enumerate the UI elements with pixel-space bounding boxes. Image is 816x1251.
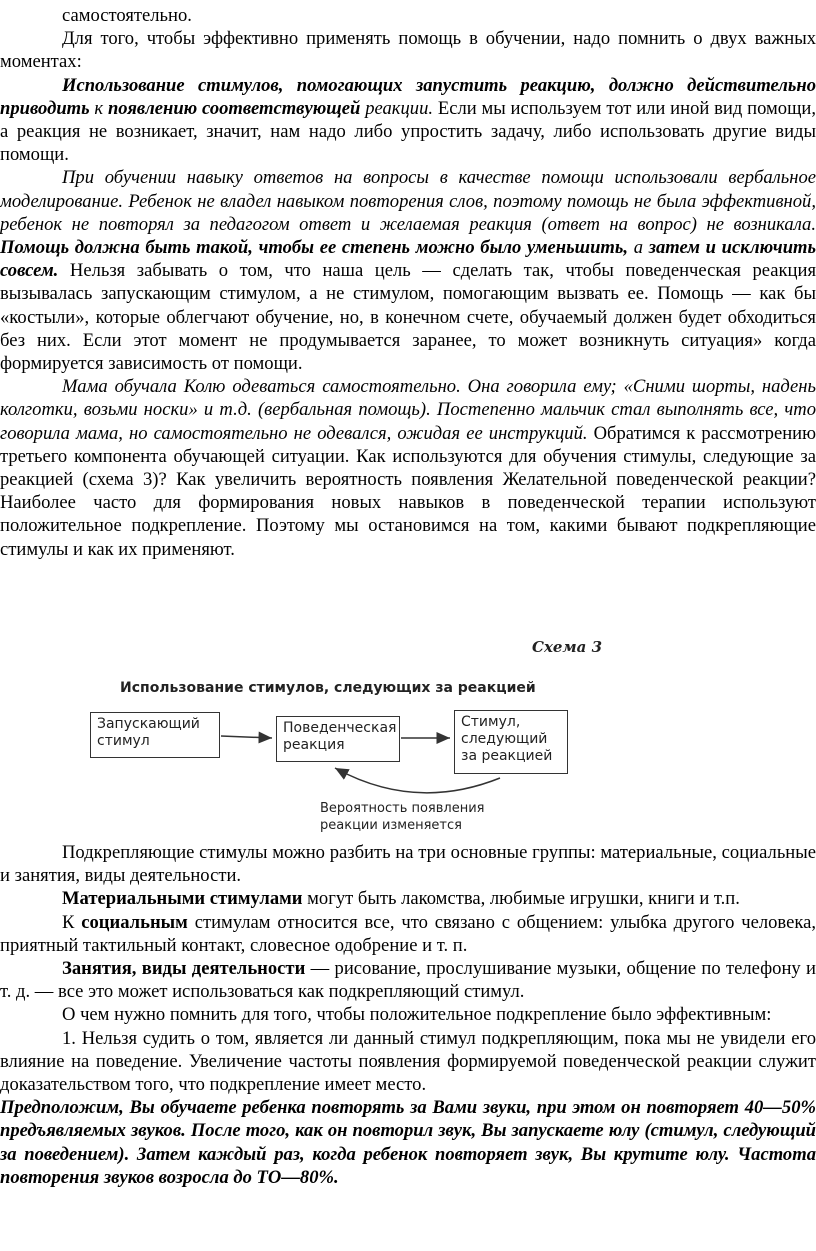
term: Материальными стимулами [62, 888, 303, 910]
paragraph-6: Материальными стимулами могут быть лакомства, любимые игрушки, книги и т.п. [62, 888, 740, 910]
arrow-1 [221, 736, 272, 738]
paragraph-9: О чем нужно помнить для того, чтобы положительное подкрепление было эффективным: [62, 1004, 772, 1026]
scheme-3-diagram [80, 632, 620, 842]
emphasis: появлению соответствующей [107, 97, 361, 119]
text-block-bottom [0, 841, 816, 1189]
box-behavioral-response: Поведенческая реакция [276, 716, 400, 762]
paragraph-4: Мама обучала Колю одеваться самостоятельно. Она говорила ему; «Сними шорты, надень колготки, возьми носки» и т.д. (вербальная помощь). Постепенно мальчик стал выполнять все, что говорила мама, но самостоятельно не одевался, ожидая ее инструкций. Обратимся к рассмотрению третьего компонента обучающей ситуации. Как используются для обучения стимулы, следующие за реакцией (схема 3)? Как увеличить вероятность появления Желательной поведенческой реакции? Наиболее часто для формирования новых навыков в поведенческой терапии используют положительное подкрепление. Поэтому мы остановимся на том, какими бывают подкрепляющие стимулы и как их применяют. [0, 376, 816, 560]
box-following-stimulus: Стимул, следующий за реакцией [454, 710, 568, 774]
paragraph-0: самостоятельно. [62, 5, 192, 26]
paragraph-2: Использование стимулов, помогающих запустить реакцию, должно действительно приводить к появлению соответствующей реакции. Если мы используем тот или иной вид помощи, а реакция не возникает, значит, нам надо либо упростить задачу, либо использовать другие виды помощи. [0, 74, 816, 166]
paragraph-example [0, 1096, 816, 1189]
emphasis: Помощь должна быть такой, чтобы ее степень можно было уменьшить, [0, 237, 629, 259]
box-trigger-stimulus: Запускающий стимул [90, 712, 220, 758]
example-text: При обучении навыку ответов на вопросы в качестве помощи использовали вербальное моделирование. Ребенок не владел навыком повторения слов, поэтому помощь не была эффективной, ребенок не повторял за педагогом ответ и желаемая реакция (ответ на вопрос) не возникала. [0, 167, 816, 235]
text-block-top [0, 4, 816, 561]
paragraph-5: Подкрепляющие стимулы можно разбить на три основные группы: материальные, социальные и занятия, виды деятельности. [0, 842, 816, 887]
term: Занятия, виды деятельности [62, 958, 306, 980]
example-text: Предположим, Вы обучаете ребенка повторять за Вами звуки, при этом он повторяет 40—50% предъявляемых звуков. После того, как он повторил звук, Вы запускаете юлу (стимул, следующий за поведением). Затем каждый раз, когда ребенок повторяет звук, Вы крутите юлу. Частота повторения звуков возросла до ТО—80%. [0, 1097, 816, 1188]
scheme-label: Схема 3 [532, 638, 603, 656]
term: социальным [81, 911, 188, 933]
paragraph-1: Для того, чтобы эффективно применять помощь в обучении, надо помнить о двух важных моментах: [0, 28, 816, 73]
list-item-1: 1. Нельзя судить о том, является ли данный стимул подкрепляющим, пока мы не увидели его влияние на поведение. Увеличение частоты появления формируемой поведенческой реакции служит доказательством того, что подкрепление имеет место. [0, 1027, 816, 1096]
diagram-title: Использование стимулов, следующих за реакцией [120, 680, 536, 696]
example-text: Мама обучала Колю одеваться самостоятельно. Она говорила ему; «Сними шорты, надень колготки, возьми носки» и т.д. (вербальная помощь). Постепенно мальчик стал выполнять все, что говорила мама, но самостоятельно не одевался, ожидая ее инструкций. [0, 376, 816, 444]
paragraph-3: При обучении навыку ответов на вопросы в качестве помощи использовали вербальное моделирование. Ребенок не владел навыком повторения слов, поэтому помощь не была эффективной, ребенок не повторял за педагогом ответ и желаемая реакция (ответ на вопрос) не возникала. Помощь должна быть такой, чтобы ее степень можно было уменьшить, а затем и исключить совсем. Нельзя забывать о том, что наша цель — сделать так, чтобы поведенческая реакция вызывалась запускающим стимулом, а не стимулом, помогающим вызвать ее. Помощь — как бы «костыли», которые облегчают обучение, но, в конечном счете, обучаемый должен будет обходиться без них. Если этот момент не продумывается заранее, то может возникнуть ситуация» когда формируется зависимость от помощи. [0, 167, 816, 375]
diagram-note: Вероятность появления реакции изменяется [320, 801, 485, 833]
paragraph-7: К социальным стимулам относится все, что связано с общением: улыбка другого человека, приятный тактильный контакт, словесное одобрение и т. п. [0, 911, 816, 956]
emphasis: затем и исключить совсем. [0, 237, 816, 282]
emphasis: Использование стимулов, помогающих запустить реакцию, должно действительно приводить [0, 74, 816, 119]
paragraph-8: Занятия, виды деятельности — рисование, прослушивание музыки, общение по телефону и т. д. — все это может использоваться как подкрепляющий стимул. [0, 958, 816, 1003]
